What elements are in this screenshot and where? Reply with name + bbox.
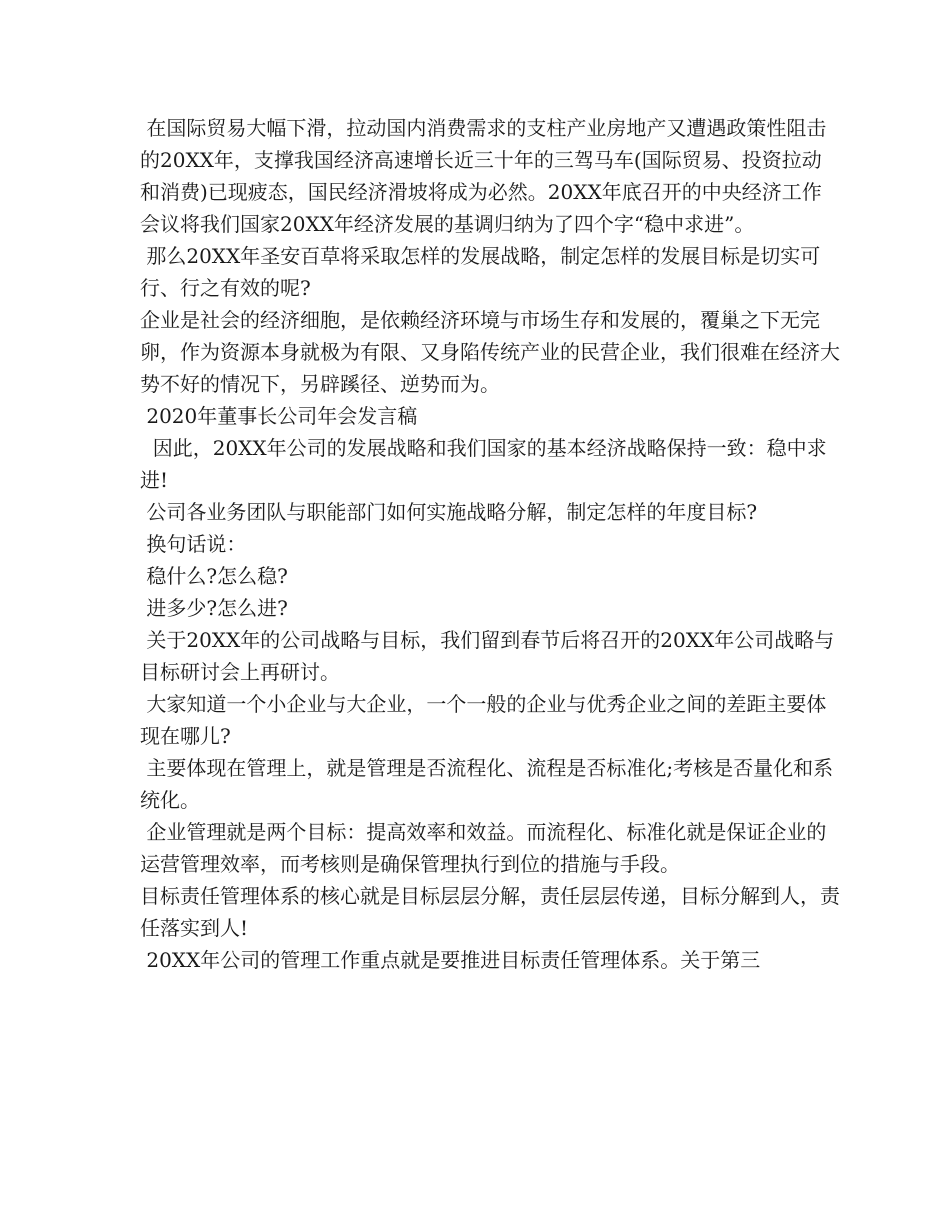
paragraph: 大家知道一个小企业与大企业，一个一般的企业与优秀企业之间的差距主要体现在哪儿? [140,692,827,748]
document-body [140,112,840,976]
paragraph: 因此，20XX年公司的发展战略和我们国家的基本经济战略保持一致：稳中求进! [140,436,827,492]
paragraph: 进多少?怎么进? [140,596,288,620]
paragraph: 公司各业务团队与职能部门如何实施战略分解，制定怎样的年度目标? [140,500,758,524]
paragraph: 在国际贸易大幅下滑，拉动国内消费需求的支柱产业房地产又遭遇政策性阻击的20XX年，支撑我国经济高速增长近三十年的三驾马车(国际贸易、投资拉动和消费)已现疲态，国民经济滑坡将成为必然。20XX年底召开的中央经济工作会议将我们国家20XX年经济发展的基调归纳为了四个字“稳中求进”。 [140,116,827,236]
section-heading: 2020年董事长公司年会发言稿 [140,404,418,428]
paragraph: 关于20XX年的公司战略与目标，我们留到春节后将召开的20XX年公司战略与目标研讨会上再研讨。 [140,628,835,684]
paragraph: 稳什么?怎么稳? [140,564,288,588]
paragraph: 换句话说： [140,532,247,556]
paragraph: 主要体现在管理上，就是管理是否流程化、流程是否标准化;考核是否量化和系统化。 [140,756,834,812]
paragraph: 企业管理就是两个目标：提高效率和效益。而流程化、标准化就是保证企业的运营管理效率，而考核则是确保管理执行到位的措施与手段。 [140,820,827,876]
paragraph: 企业是社会的经济细胞，是依赖经济环境与市场生存和发展的，覆巢之下无完卵，作为资源本身就极为有限、又身陷传统产业的民营企业，我们很难在经济大势不好的情况下，另辟蹊径、逆势而为。 [140,308,840,396]
paragraph: 目标责任管理体系的核心就是目标层层分解，责任层层传递，目标分解到人，责任落实到人! [140,884,840,940]
paragraph: 20XX年公司的管理工作重点就是要推进目标责任管理体系。关于第三 [140,948,761,972]
paragraph: 那么20XX年圣安百草将采取怎样的发展战略，制定怎样的发展目标是切实可行、行之有效的呢? [140,244,821,300]
